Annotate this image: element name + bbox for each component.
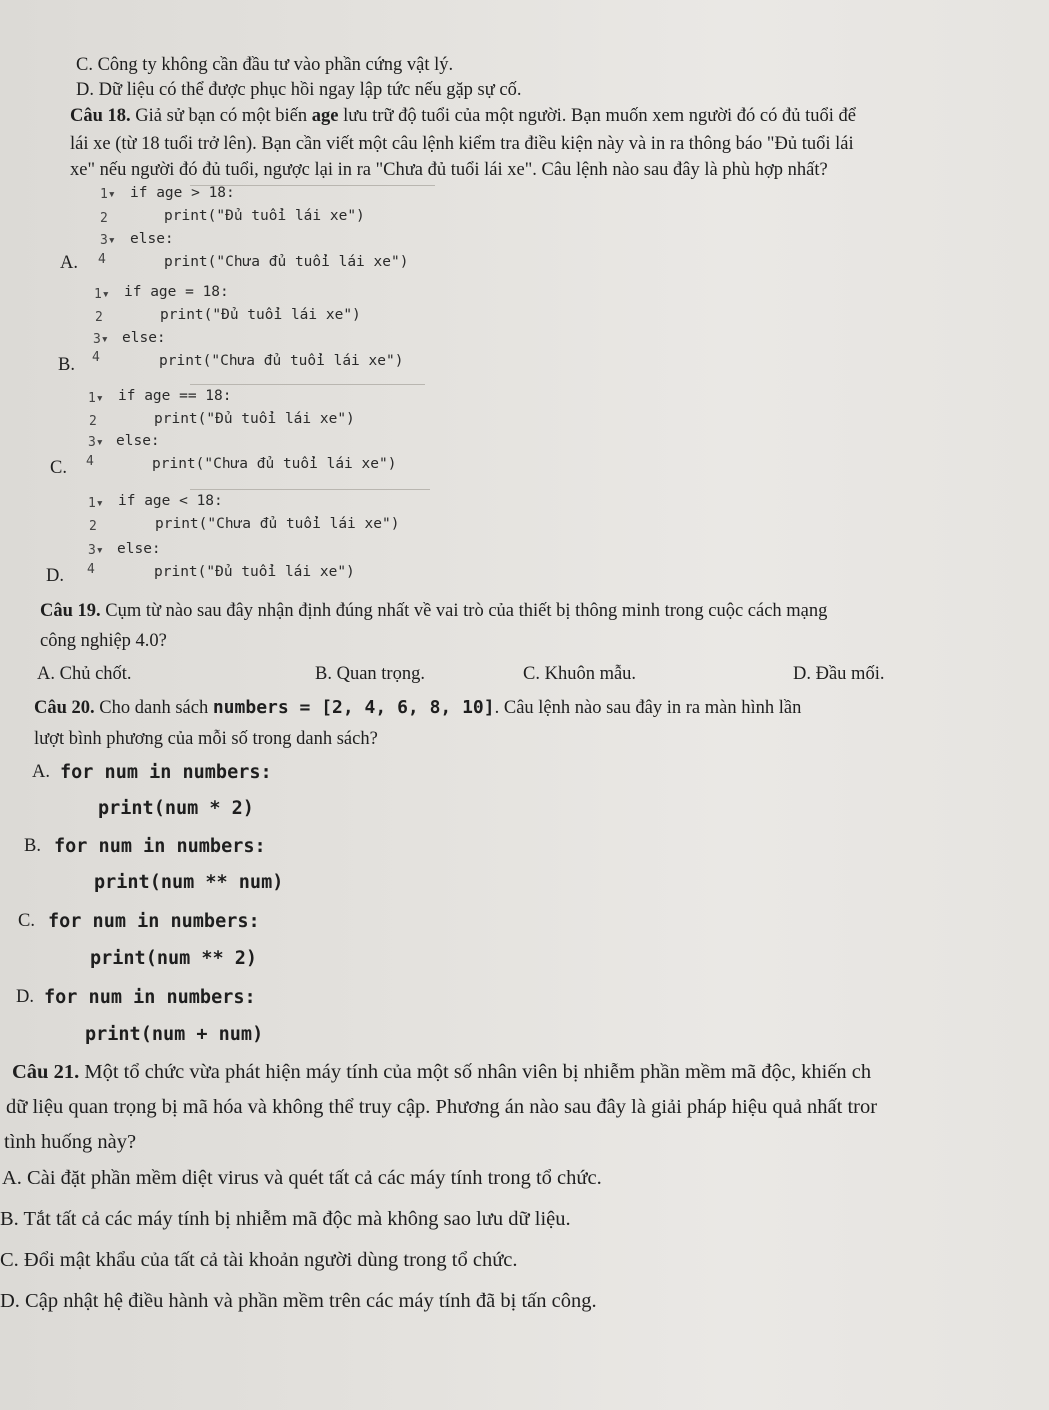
line-number: 4 — [98, 252, 106, 267]
q20-text-1b: . Câu lệnh nào sau đây in ra màn hình lần — [494, 698, 802, 718]
code-line: print("Chưa đủ tuổi lái xe") — [155, 516, 400, 532]
q21-text-line-3: tình huống này? — [4, 1131, 137, 1153]
code-line: else: — [117, 541, 161, 557]
q20-text-1a: Cho danh sách — [99, 698, 213, 718]
q21-option-c[interactable]: C. Đổi mật khẩu của tất cả tài khoản người dùng trong tổ chức. — [0, 1249, 518, 1271]
code-line: print("Đủ tuổi lái xe") — [160, 307, 361, 323]
q21-option-b[interactable]: B. Tắt tất cả các máy tính bị nhiễm mã độc mà không sao lưu dữ liệu. — [0, 1208, 571, 1230]
q19-option-a[interactable]: A. Chủ chốt. — [37, 664, 132, 684]
q18-text-1b: lưu trữ độ tuổi của một người. Bạn muốn xem người đó có đủ tuổi để — [338, 106, 856, 126]
code-line: print("Chưa đủ tuổi lái xe") — [152, 456, 397, 472]
q18-text-1a: Giả sử bạn có một biến — [135, 106, 312, 126]
code-line: if age == 18: — [118, 388, 232, 404]
code-line: for num in numbers: — [60, 762, 272, 783]
option-letter: B. — [24, 836, 41, 856]
line-number: 3▾ — [100, 233, 116, 248]
q19-label: Câu 19. — [40, 601, 101, 621]
q20-text-line-2: lượt bình phương của mỗi số trong danh sách? — [34, 729, 378, 749]
q21-option-d[interactable]: D. Cập nhật hệ điều hành và phần mềm trên các máy tính đã bị tấn công. — [0, 1290, 597, 1312]
q18-var: age — [311, 106, 339, 126]
q20-code: numbers = [2, 4, 6, 8, 10] — [212, 697, 495, 718]
q18-text-line-2: lái xe (từ 18 tuổi trở lên). Bạn cần viết một câu lệnh kiểm tra điều kiện này và in ra thông báo "Đủ tuổi lái — [70, 134, 854, 154]
q20-label: Câu 20. — [34, 698, 95, 718]
code-line: else: — [130, 231, 174, 247]
code-line: print("Chưa đủ tuổi lái xe") — [159, 353, 404, 369]
q18-label: Câu 18. — [70, 106, 131, 126]
q19-option-c[interactable]: C. Khuôn mẫu. — [523, 664, 637, 684]
q19-text-line-2: công nghiệp 4.0? — [40, 631, 167, 651]
q21-label: Câu 21. — [12, 1061, 80, 1083]
code-line: if age < 18: — [118, 493, 223, 509]
option-letter: C. — [50, 458, 67, 478]
q19-option-d[interactable]: D. Đầu mối. — [793, 664, 885, 684]
line-number: 4 — [86, 454, 94, 469]
q21-option-a[interactable]: A. Cài đặt phần mềm diệt virus và quét tất cả các máy tính trong tổ chức. — [2, 1167, 602, 1189]
line-number: 1▾ — [94, 287, 110, 302]
option-letter: A. — [60, 253, 78, 273]
q20-text-line-1 — [34, 697, 801, 719]
line-number: 1▾ — [88, 391, 104, 406]
line-number: 2 — [95, 310, 103, 325]
option-letter: D. — [46, 566, 64, 586]
code-line: if age > 18: — [130, 185, 235, 201]
code-line: print("Đủ tuổi lái xe") — [164, 208, 365, 224]
q18-text-line-1 — [70, 106, 856, 127]
code-line: for num in numbers: — [54, 836, 266, 857]
code-line: print("Đủ tuổi lái xe") — [154, 411, 355, 427]
q19-text-line-1 — [40, 601, 827, 622]
code-line: print("Đủ tuổi lái xe") — [154, 564, 355, 580]
q19-option-b[interactable]: B. Quan trọng. — [315, 664, 425, 684]
code-line: for num in numbers: — [48, 911, 260, 932]
q17-option-c: C. Công ty không cần đầu tư vào phần cứng vật lý. — [76, 55, 454, 75]
line-number: 4 — [87, 562, 95, 577]
code-line: else: — [116, 433, 160, 449]
q18-text-line-3: xe" nếu người đó đủ tuổi, ngược lại in ra "Chưa đủ tuổi lái xe". Câu lệnh nào sau đây là phù hợp nhất? — [70, 160, 828, 180]
code-line: else: — [122, 330, 166, 346]
code-line: print(num ** 2) — [90, 948, 258, 969]
code-line: print(num + num) — [85, 1024, 264, 1045]
q19-text-1: Cụm từ nào sau đây nhận định đúng nhất về vai trò của thiết bị thông minh trong cuộc cách mạng — [105, 601, 828, 621]
line-number: 1▾ — [100, 187, 116, 202]
option-letter: D. — [16, 987, 34, 1007]
line-number: 4 — [92, 350, 100, 365]
code-line: print(num * 2) — [98, 798, 254, 819]
code-line: print(num ** num) — [94, 872, 284, 893]
q21-text-1: Một tổ chức vừa phát hiện máy tính của một số nhân viên bị nhiễm phần mềm mã độc, khiến ch — [84, 1061, 872, 1083]
line-number: 3▾ — [88, 543, 104, 558]
option-letter: B. — [58, 355, 75, 375]
code-line: for num in numbers: — [44, 987, 256, 1008]
line-number: 2 — [100, 211, 108, 226]
q17-option-d: D. Dữ liệu có thể được phục hồi ngay lập tức nếu gặp sự cố. — [76, 80, 522, 100]
line-number: 2 — [89, 519, 97, 534]
option-letter: A. — [32, 762, 50, 782]
code-line: if age = 18: — [124, 284, 229, 300]
line-number: 2 — [89, 414, 97, 429]
option-letter: C. — [18, 911, 35, 931]
code-line: print("Chưa đủ tuổi lái xe") — [164, 254, 409, 270]
line-number: 3▾ — [88, 435, 104, 450]
q21-text-line-2: dữ liệu quan trọng bị mã hóa và không thể truy cập. Phương án nào sau đây là giải pháp hiệu quả nhất tror — [6, 1096, 878, 1118]
line-number: 3▾ — [93, 332, 109, 347]
line-number: 1▾ — [88, 496, 104, 511]
q21-text-line-1 — [12, 1061, 871, 1084]
